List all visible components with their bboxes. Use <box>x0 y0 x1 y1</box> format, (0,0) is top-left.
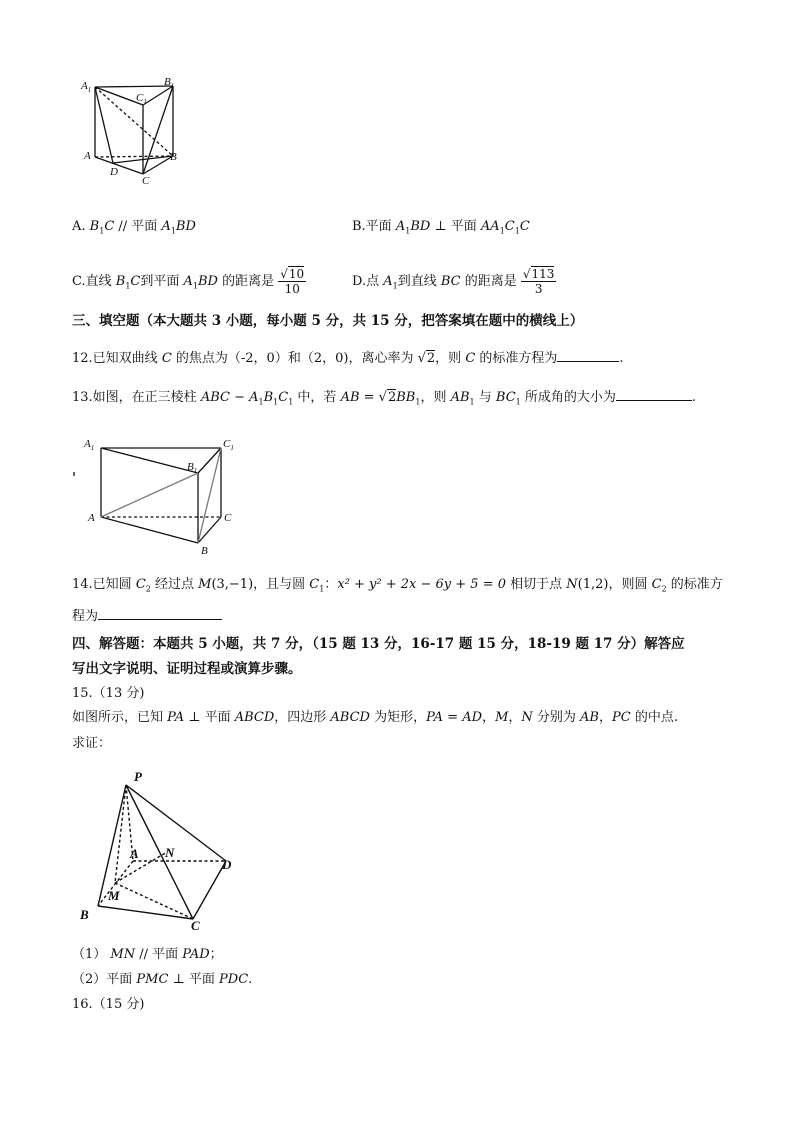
option-a: A. $B_1C$ // 平面 $A_1BD$ <box>72 219 196 236</box>
svg-text:A1: $A_1$ <box>81 80 92 94</box>
label-B-fig3: B <box>80 907 89 922</box>
label-B1: B <box>164 76 171 88</box>
question-16-title: 16.（15 分) <box>72 997 145 1012</box>
section-4-heading-line1: 四、解答题：本题共 5 小题，共 7 分，（15 题 13 分，16-17 题 15 分，18-19 题 17 分）解答应 <box>72 636 685 652</box>
label-P: P <box>134 769 142 784</box>
label-A: A <box>84 150 91 162</box>
section-4-heading-line2: 写出文字说明、证明过程或演算步骤。 <box>72 661 302 677</box>
label-D-fig3: D <box>222 857 232 872</box>
figure-pyramid <box>76 765 244 937</box>
question-14-line1: 14.已知圆 $C_2$ 经过点 M(3,−1)，且与圆 $C_1$：x² + y² + 2x − 6y + 5 = 0 相切于点 N(1,2)，则圆 $C_2$ 的标准方 <box>72 577 723 594</box>
label-B1-fig2: B <box>187 461 194 473</box>
question-15-title: 15.（13 分) <box>72 686 145 701</box>
label-C-fig3: C <box>191 918 200 933</box>
question-15-part1: （1） MN // 平面 PAD； <box>72 947 223 962</box>
label-B: B <box>170 151 177 163</box>
question-12: 12.已知双曲线 C 的焦点为（-2，0）和（2，0)，离心率为 √2，则 C 的标准方程为 . <box>72 351 624 366</box>
label-N: N <box>165 845 175 860</box>
section-3-heading: 三、填空题（本大题共 3 小题，每小题 5 分，共 15 分，把答案填在题中的横线上） <box>72 313 584 329</box>
label-A-fig2: A <box>88 512 95 524</box>
label-B-fig2: B <box>201 545 208 557</box>
label-C: C <box>142 175 150 186</box>
label-D: D <box>110 166 118 178</box>
question-15-statement: 如图所示，已知 PA ⊥ 平面 ABCD，四边形 ABCD 为矩形，PA = AD，M，N 分别为 AB，PC 的中点. <box>72 710 678 725</box>
label-M: M <box>108 888 120 903</box>
label-C1-fig2: C <box>223 438 231 450</box>
svg-text:B1: $B_1$ <box>187 461 198 475</box>
question-15-prove: 求证： <box>72 736 112 751</box>
answer-blank-13[interactable] <box>616 400 692 401</box>
option-d: D.点 $A_1$到直线 BC 的距离是 $\frac{√113}{3}$ <box>352 267 555 296</box>
svg-text:B1: $B_1$ <box>164 76 175 90</box>
label-A-fig3: A <box>130 846 139 861</box>
label-C1: C <box>136 92 144 104</box>
label-A1-fig2: A <box>84 438 91 450</box>
question-13: 13.如图，在正三棱柱 ABC − $A_1B_1C_1$ 中，若 AB = $√2BB_1$，则 $AB_1$ 与 $BC_1$ 所成角的大小为 . <box>72 390 697 407</box>
answer-blank-12[interactable] <box>557 361 619 362</box>
question-14-line2: 程为 <box>72 608 222 626</box>
answer-blank-14[interactable] <box>98 619 222 620</box>
label-C-fig2: C <box>224 512 232 524</box>
question-15-part2: （2）平面 PMC ⊥ 平面 PDC. <box>72 972 253 987</box>
label-A1: A <box>81 80 88 92</box>
svg-text:C1: $C_1$ <box>136 92 147 106</box>
figure-prism-1 <box>78 74 188 186</box>
figure-prism-2 <box>72 436 244 558</box>
svg-text:A1: $A_1$ <box>84 438 95 452</box>
option-c: C.直线 $B_1C$到平面 $A_1BD$ 的距离是 $\frac{√10}{10}$ <box>72 267 305 296</box>
svg-text:C1: $C_1$ <box>223 438 234 452</box>
option-b: B.平面 $A_1BD$ ⊥ 平面 $AA_1C_1C$ <box>352 219 530 236</box>
